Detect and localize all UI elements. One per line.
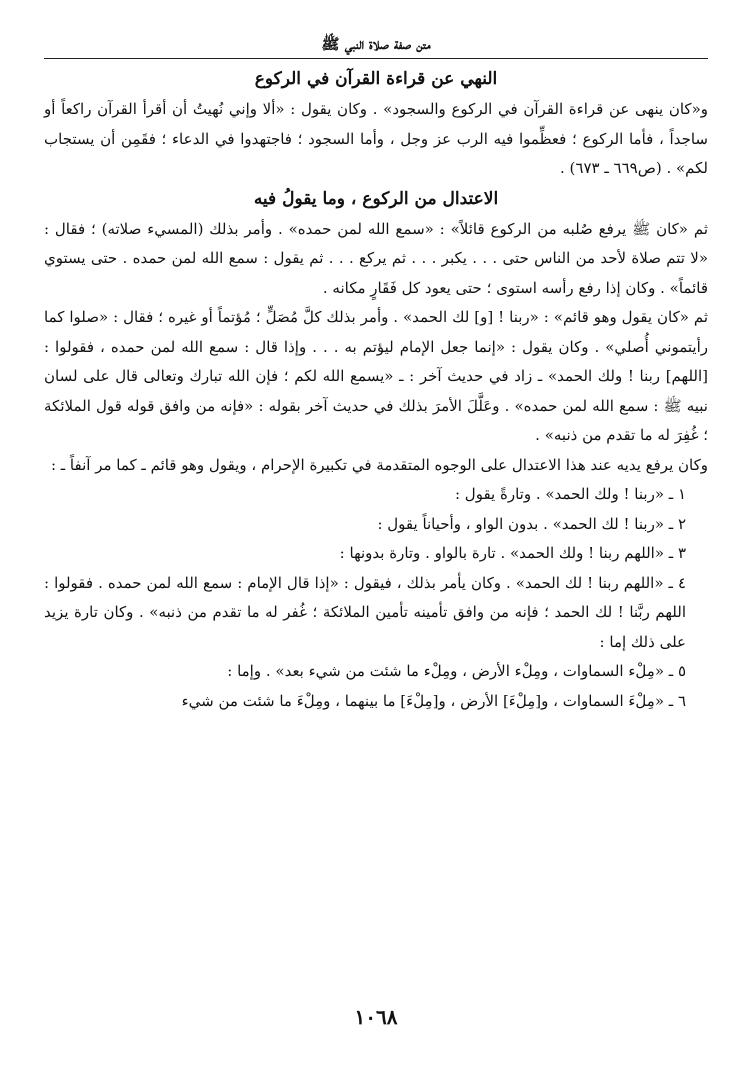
paragraph: وكان يرفع يديه عند هذا الاعتدال على الوجوه المتقدمة في تكبيرة الإحرام ، ويقول وهو قائم ـ كما مر آنفاً ـ : — [50, 455, 708, 474]
list-item: ٥ ـ «مِلْء السماوات ، ومِلْء الأرض ، ومِلْء ما شئت من شيء بعد» . وإما : — [227, 662, 686, 680]
paragraph: ثم «كان ﷺ يرفع صُلبه من الركوع قائلاً» : «سمع الله لمن حمده» . وأمر بذلك (المسيء صلاته) ؛ فقال : «لا تتم صلاة لأحد من الناس حتى . . . يكبر . . . ثم يركع . . . ثم يقول : سمع الله لمن حمده . حتى يستوي قائماً» . وكان إذا رفع رأسه استوى ؛ حتى يعود كل فَقَارٍ مكانه . — [44, 219, 708, 297]
list-item: ٤ ـ «اللهم ربنا ! لك الحمد» . وكان يأمر بذلك ، فيقول : «إذا قال الإمام : سمع الله لمن حمده . فقولوا : اللهم ربَّنا ! لك الحمد ؛ فإنه من وافق تأمينه تأمين الملائكة ؛ غُفر له ما تقدم من ذنبه» . وكان تارة يزيد على ذلك إما : — [44, 573, 686, 651]
list-item: ٣ ـ «اللهم ربنا ! ولك الحمد» . تارة بالواو . وتارة بدونها : — [339, 544, 686, 562]
list-item: ١ ـ «ربنا ! ولك الحمد» . وتارةً يقول : — [454, 485, 686, 503]
list-item: ٢ ـ «ربنا ! لك الحمد» . بدون الواو ، وأحياناً يقول : — [377, 514, 686, 533]
page-number: ١٠٦٨ — [354, 1005, 398, 1029]
section-heading-itidal: الاعتدال من الركوع ، وما يقولُ فيه — [253, 188, 499, 209]
list-item: ٦ ـ «مِلْءَ السماوات ، و[مِلْءَ] الأرض ، و[مِلْءَ] ما بينهما ، ومِلْءَ ما شئت من شيء — [181, 691, 686, 710]
paragraph: ثم «كان يقول وهو قائم» : «ربنا ! [و] لك الحمد» . وأمر بذلك كلَّ مُصَلٍّ ؛ مُؤتماً أو غيره ؛ فقال : «صلوا كما رأيتموني أُصلي» . وكان يقول : «إنما جعل الإمام ليؤتم به . . . وإذا قال : سمع الله لمن حمده ، فقولوا : [اللهم] ربنا ! ولك الحمد» ـ زاد في حديث آخر : ـ «يسمع الله لكم ؛ فإن الله تبارك وتعالى قال على لسان نبيه ﷺ : سمع الله لمن حمده» . وعَلَّلَ الأمرَ بذلك في حديث آخر بقوله : «فإنه من وافق قوله قول الملائكة ؛ غُفِرَ له ما تقدم من ذنبه» . — [44, 308, 708, 444]
header-rule — [44, 58, 708, 59]
running-header: متن صفة صلاة النبي ﷺ — [321, 35, 431, 53]
paragraph: و«كان ينهى عن قراءة القرآن في الركوع والسجود» . وكان يقول : «ألا وإني نُهيتُ أن أقرأ القرآن راكعاً أو ساجداً ، فأما الركوع ؛ فعظِّموا فيه الرب عز وجل ، وأما السجود ؛ فاجتهدوا في الدعاء ؛ فقَمِن أن يستجاب لكم» . (ص٦٦٩ ـ ٦٧٣) . — [44, 100, 708, 177]
page-content — [44, 64, 708, 716]
section-heading-ruku-recitation: النهي عن قراءة القرآن في الركوع — [254, 69, 498, 89]
